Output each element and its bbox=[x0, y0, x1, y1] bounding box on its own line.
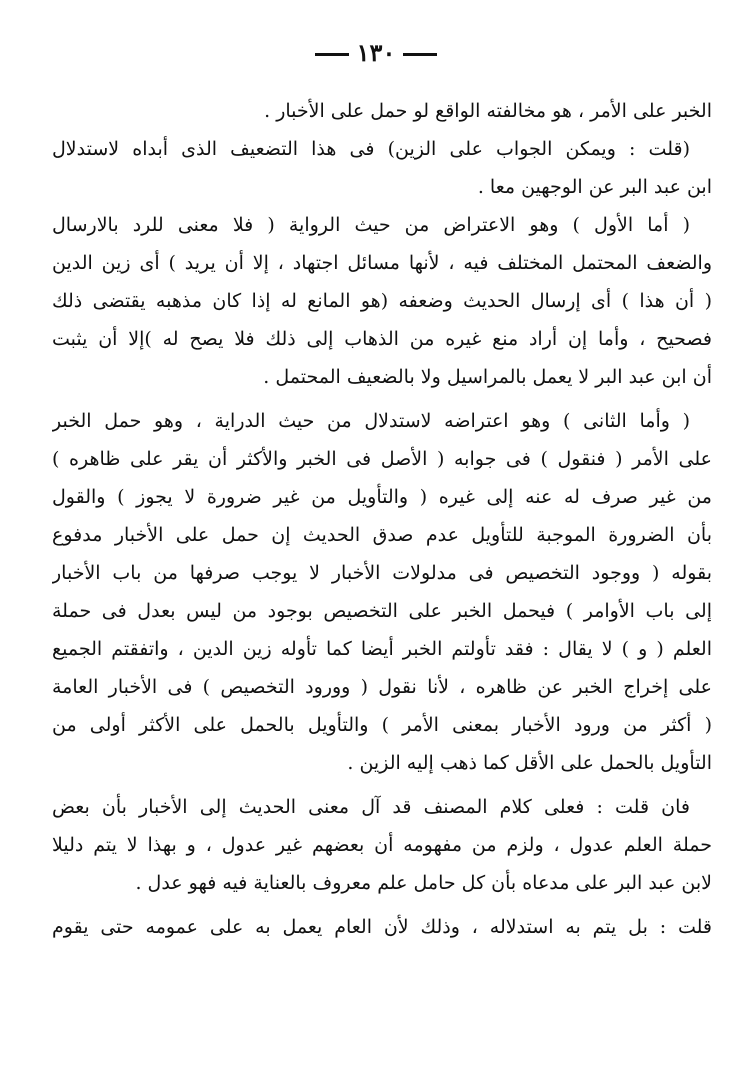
paragraph-second-objection bbox=[52, 402, 712, 782]
text-line: إلى باب الأوامر ) فيحمل الخبر على التخصيص بوجود من ليس بعدل فى حملة bbox=[52, 600, 712, 622]
paragraph-first-objection bbox=[52, 206, 712, 396]
text-line: قلت : بل يتم به استدلاله ، وذلك لأن العام يعمل به على عمومه حتى يقوم bbox=[52, 916, 712, 938]
page-number-text: ١٣٠ bbox=[356, 38, 396, 67]
page-number bbox=[0, 38, 752, 67]
paragraph-in-qulta bbox=[52, 788, 712, 902]
text-line: من غير صرف له عنه إلى غيره ( والتأويل من غير ضرورة لا يجوز ) والقول bbox=[52, 486, 712, 508]
text-line: ( أكثر من ورود الأخبار بمعنى الأمر ) والتأويل بالحمل على الأكثر أولى من bbox=[52, 714, 712, 736]
text-line: بأن الضرورة الموجبة للتأويل عدم صدق الحديث إن حمل على الأخبار مدفوع bbox=[52, 524, 712, 546]
text-line: ابن عبد البر عن الوجهين معا . bbox=[477, 176, 712, 198]
text-line: فصحيح ، وأما إن أراد منع غيره من الذهاب إلى ذلك فلا يصح له )إلا أن يثبت bbox=[52, 328, 712, 350]
text-line: فان قلت : فعلى كلام المصنف قد آل معنى الحديث إلى الأخبار بأن بعض bbox=[52, 796, 690, 818]
text-line: على إخراج الخبر عن ظاهره ، لأنا نقول ( وورود التخصيص ) فى الأخبار العامة bbox=[52, 676, 712, 698]
text-line: التأويل بالحمل على الأقل كما ذهب إليه الزين . bbox=[347, 752, 712, 774]
page-number-dash-left bbox=[315, 53, 349, 56]
text-line: أن ابن عبد البر لا يعمل بالمراسيل ولا بالضعيف المحتمل . bbox=[263, 366, 712, 388]
text-line: لابن عبد البر على مدعاه بأن كل حامل علم معروف بالعناية فيه فهو عدل . bbox=[135, 872, 712, 894]
text-line: والضعف المحتمل المختلف فيه ، لأنها مسائل اجتهاد ، إلا أن يريد ) أى زين الدين bbox=[52, 252, 712, 274]
text-line: العلم ( و ) لا يقال : فقد تأولتم الخبر أيضا كما تأوله زين الدين ، واتفقتم الجميع bbox=[52, 638, 712, 660]
paragraph-qult bbox=[52, 130, 712, 206]
page-number-dash-right bbox=[403, 53, 437, 56]
text-line: حملة العلم عدول ، ولزم من مفهومه أن بعضهم غير عدول ، و بهذا لا يتم دليلا bbox=[52, 834, 712, 856]
paragraph-continuation bbox=[52, 92, 712, 130]
text-line: بقوله ( ووجود التخصيص فى مدلولات الأخبار لا يوجب صرفها من باب الأخبار bbox=[52, 562, 712, 584]
paragraph-final-qult bbox=[52, 908, 712, 946]
body-text bbox=[52, 92, 712, 946]
text-line: ( وأما الثانى ) وهو اعتراضه لاستدلال من حيث الدراية ، وهو حمل الخبر bbox=[52, 410, 690, 432]
text-line: على الأمر ( فنقول ) فى جوابه ( الأصل فى الخبر والأكثر أن يقر على ظاهره ) bbox=[52, 448, 712, 470]
text-line: (قلت : ويمكن الجواب على الزين) فى هذا التضعيف الذى أبداه لاستدلال bbox=[52, 138, 690, 160]
text-line: ( أما الأول ) وهو الاعتراض من حيث الرواية ( فلا معنى للرد بالارسال bbox=[52, 214, 690, 236]
text-line: ( أن هذا ) أى إرسال الحديث وضعفه (هو المانع له إذا كان مذهبه يقتضى ذلك bbox=[52, 290, 712, 312]
text-line: الخبر على الأمر ، هو مخالفته الواقع لو حمل على الأخبار . bbox=[264, 100, 712, 122]
